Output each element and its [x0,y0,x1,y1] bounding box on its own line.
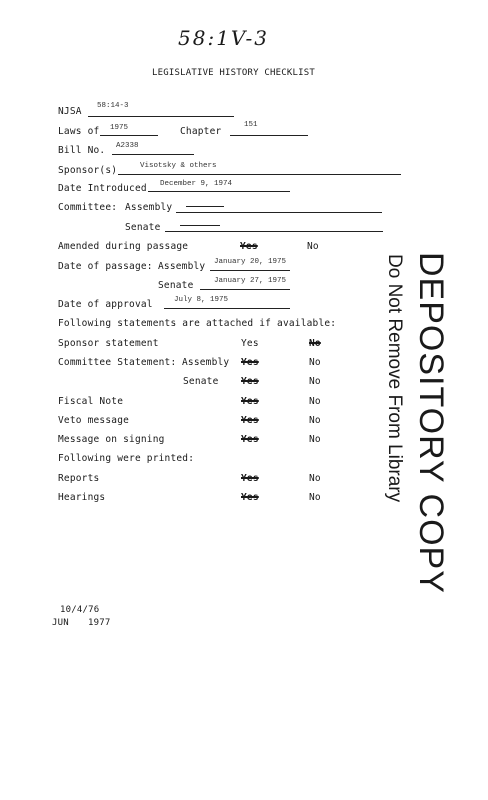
page-title: LEGISLATIVE HISTORY CHECKLIST [152,68,315,78]
date-of-passage-label: Date of passage: [58,261,153,272]
date-of-approval-underline [164,308,290,309]
committee-statement-label: Committee Statement: [58,357,177,368]
hearings-no: No [309,492,321,503]
committee-assembly-label: Assembly [125,202,173,213]
date-of-approval-label: Date of approval [58,299,153,310]
depository-copy-stamp: DEPOSITORY COPY [412,252,450,594]
sponsor-underline [118,174,401,175]
sponsor-value: Visotsky & others [140,162,217,170]
sponsor-label: Sponsor(s) [58,165,118,176]
chapter-label: Chapter [180,126,222,137]
passage-assembly-underline [210,270,290,271]
committee-label: Committee: [58,202,118,213]
hearings-label: Hearings [58,492,106,503]
committee-statement-senate-yes: Yes [241,376,259,387]
amended-yes: Yes [240,241,258,252]
handwritten-code: 58:1V-3 [178,26,270,50]
committee-assembly-dash [186,206,224,207]
committee-statement-senate-label: Senate [183,376,219,387]
date-introduced-value: December 9, 1974 [160,180,233,188]
amended-no: No [307,241,319,252]
bill-label: Bill No. [58,145,106,156]
passage-senate-label: Senate [158,280,194,291]
bill-underline [112,154,194,155]
amended-label: Amended during passage [58,241,189,252]
committee-statement-assembly-no: No [309,357,321,368]
chapter-underline [230,135,308,136]
reports-no: No [309,473,321,484]
veto-message-yes: Yes [241,415,259,426]
veto-message-label: Veto message [58,415,130,426]
date-of-approval-value: July 8, 1975 [174,296,229,304]
committee-assembly-underline [176,212,382,213]
footer-date-1: 10/4/76 [60,605,100,615]
passage-assembly-value: January 20, 1975 [214,258,287,266]
committee-statement-senate-no: No [309,376,321,387]
committee-senate-dash [180,225,220,226]
footer-date-2-month: JUN [52,618,69,628]
njsa-value: 58:14-3 [97,102,129,110]
sponsor-statement-no: No [309,338,321,349]
laws-value: 1975 [110,124,129,132]
following-attached-heading: Following statements are attached if available: [58,318,337,329]
committee-statement-assembly-yes: Yes [241,357,259,368]
veto-message-no: No [309,415,321,426]
message-on-signing-label: Message on signing [58,434,165,445]
chapter-value: 151 [244,121,258,129]
passage-assembly-label: Assembly [158,261,206,272]
fiscal-note-yes: Yes [241,396,259,407]
laws-underline [100,135,158,136]
footer-date-2-year: 1977 [88,618,111,628]
reports-yes: Yes [241,473,259,484]
njsa-underline [88,116,234,117]
njsa-label: NJSA [58,106,82,117]
bill-value: A2338 [116,142,139,150]
passage-senate-value: January 27, 1975 [214,277,287,285]
committee-statement-assembly-label: Assembly [182,357,230,368]
laws-label: Laws of [58,126,100,137]
date-introduced-label: Date Introduced [58,183,147,194]
sponsor-statement-label: Sponsor statement [58,338,159,349]
message-on-signing-yes: Yes [241,434,259,445]
committee-senate-label: Senate [125,222,161,233]
message-on-signing-no: No [309,434,321,445]
fiscal-note-label: Fiscal Note [58,396,124,407]
date-introduced-underline [148,191,290,192]
sponsor-statement-yes: Yes [241,338,259,349]
committee-senate-underline [165,231,383,232]
reports-label: Reports [58,473,100,484]
do-not-remove-stamp: Do Not Remove From Library [384,254,405,503]
passage-senate-underline [200,289,290,290]
fiscal-note-no: No [309,396,321,407]
following-printed-heading: Following were printed: [58,453,195,464]
hearings-yes: Yes [241,492,259,503]
